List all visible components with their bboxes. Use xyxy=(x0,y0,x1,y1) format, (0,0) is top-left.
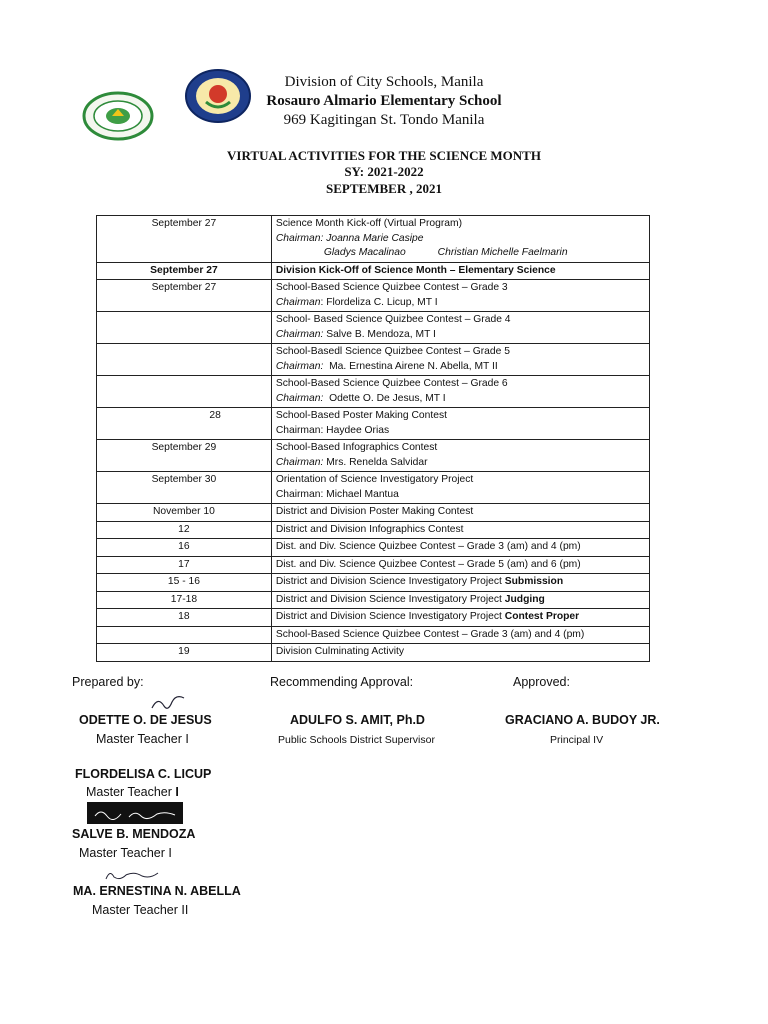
activity-cell: Division Kick-Off of Science Month – Elementary Science xyxy=(271,262,649,280)
prepared-by-label: Prepared by: xyxy=(72,675,144,689)
chairman-line: Chairman: Salve B. Mendoza, MT I xyxy=(275,328,436,340)
chairman-line: Chairman: Michael Mantua xyxy=(275,488,399,500)
date-cell: September 29 xyxy=(97,440,272,472)
date-cell: September 27 xyxy=(97,262,272,280)
division-name: Division of City Schools, Manila xyxy=(284,74,484,90)
signatory-position: Public Schools District Supervisor xyxy=(278,734,435,746)
date-cell: 28 xyxy=(97,408,272,440)
date-cell: 18 xyxy=(97,609,272,627)
date-cell: 15 - 16 xyxy=(97,574,272,592)
signatory-name: SALVE B. MENDOZA xyxy=(72,827,196,841)
table-row xyxy=(97,521,650,539)
activity-cell: District and Division Science Investigatory Project Judging xyxy=(271,591,649,609)
school-year: SY: 2021-2022 xyxy=(344,164,424,179)
school-seal-logo xyxy=(82,91,154,141)
signatory-name: ADULFO S. AMIT, Ph.D xyxy=(290,713,425,727)
chairman-line: Chairman: Ma. Ernestina Airene N. Abella, MT II xyxy=(275,360,498,372)
table-row xyxy=(97,344,650,376)
activity-cell xyxy=(271,280,649,312)
activity-cell: Dist. and Div. Science Quizbee Contest – Grade 3 (am) and 4 (pm) xyxy=(271,539,649,557)
signatory-name: MA. ERNESTINA N. ABELLA xyxy=(73,884,241,898)
date-cell: November 10 xyxy=(97,504,272,522)
recommending-approval-label: Recommending Approval: xyxy=(270,675,414,689)
school-address: 969 Kagitingan St. Tondo Manila xyxy=(283,112,485,128)
table-row xyxy=(97,609,650,627)
activity-cell: District and Division Science Investigatory Project Submission xyxy=(271,574,649,592)
signatory-position: Master Teacher I xyxy=(96,732,189,746)
chairman-line: Chairman: Haydee Orias xyxy=(275,424,390,436)
table-row xyxy=(97,312,650,344)
activity-schedule-table xyxy=(96,215,650,662)
table-row xyxy=(97,376,650,408)
signatory-position: Principal IV xyxy=(550,734,604,746)
table-row xyxy=(97,591,650,609)
signatory-position: Master Teacher II xyxy=(92,903,189,917)
school-name: Rosauro Almario Elementary School xyxy=(266,93,502,109)
date-cell: 17-18 xyxy=(97,591,272,609)
activity-text: School-Based Science Quizbee Contest – Grade 6 xyxy=(275,378,508,389)
activity-text: School-Based Science Quizbee Contest – Grade 3 xyxy=(275,282,508,293)
month-label: SEPTEMBER , 2021 xyxy=(326,181,442,196)
table-row xyxy=(97,280,650,312)
activity-cell: District and Division Science Investigatory Project Contest Proper xyxy=(271,609,649,627)
chairman-line: Chairman: Joanna Marie Casipe xyxy=(275,232,424,244)
approved-label: Approved: xyxy=(513,675,570,689)
activity-cell xyxy=(271,472,649,504)
signature-image xyxy=(87,802,183,824)
co-chairman-line: Gladys Macalinao Christian Michelle Faelmarin xyxy=(323,247,568,258)
date-cell: 17 xyxy=(97,556,272,574)
table-row xyxy=(97,472,650,504)
table-row xyxy=(97,408,650,440)
date-cell: September 27 xyxy=(97,216,272,263)
date-cell xyxy=(97,312,272,344)
signatory-position: Master Teacher I xyxy=(86,785,179,799)
date-cell: 19 xyxy=(97,644,272,662)
activity-text: Orientation of Science Investigatory Project xyxy=(275,474,474,485)
activity-cell: Dist. and Div. Science Quizbee Contest – Grade 5 (am) and 6 (pm) xyxy=(271,556,649,574)
table-row xyxy=(97,440,650,472)
document-title: VIRTUAL ACTIVITIES FOR THE SCIENCE MONTH xyxy=(227,148,541,163)
date-cell xyxy=(97,376,272,408)
chairman-line: Chairman: Mrs. Renelda Salvidar xyxy=(275,456,428,468)
activity-cell xyxy=(271,408,649,440)
activity-cell xyxy=(271,376,649,408)
date-cell xyxy=(97,344,272,376)
activity-text: School-Based Poster Making Contest xyxy=(275,410,447,421)
activity-text: Science Month Kick-off (Virtual Program) xyxy=(275,218,463,229)
activity-cell: Division Culminating Activity xyxy=(271,644,649,662)
table-row xyxy=(97,539,650,557)
date-cell: September 30 xyxy=(97,472,272,504)
signatory-name: FLORDELISA C. LICUP xyxy=(75,767,212,781)
signatory-name: ODETTE O. DE JESUS xyxy=(79,713,212,727)
activity-cell: School-Based Science Quizbee Contest – Grade 3 (am) and 4 (pm) xyxy=(271,626,649,644)
date-cell: September 27 xyxy=(97,280,272,312)
signature-scribble xyxy=(104,867,160,883)
table-row xyxy=(97,262,650,280)
table-row xyxy=(97,644,650,662)
signature-scribble xyxy=(150,692,186,714)
signatory-name: GRACIANO A. BUDOY JR. xyxy=(505,713,660,727)
activity-cell xyxy=(271,344,649,376)
activity-text: School-Based Infographics Contest xyxy=(275,442,438,453)
chairman-line: Chairman: Odette O. De Jesus, MT I xyxy=(275,392,446,404)
table-row xyxy=(97,556,650,574)
activity-cell xyxy=(271,216,649,263)
table-row xyxy=(97,504,650,522)
activity-cell xyxy=(271,312,649,344)
activity-text: School- Based Science Quizbee Contest – Grade 4 xyxy=(275,314,511,325)
activity-cell: District and Division Poster Making Contest xyxy=(271,504,649,522)
date-cell xyxy=(97,626,272,644)
activity-cell xyxy=(271,440,649,472)
signatory-position: Master Teacher I xyxy=(79,846,172,860)
activity-cell: District and Division Infographics Contest xyxy=(271,521,649,539)
chairman-line: Chairman: Flordeliza C. Licup, MT I xyxy=(275,296,438,308)
table-row xyxy=(97,626,650,644)
date-cell: 16 xyxy=(97,539,272,557)
activity-text: School-Basedl Science Quizbee Contest – Grade 5 xyxy=(275,346,510,357)
table-row xyxy=(97,216,650,263)
date-cell: 12 xyxy=(97,521,272,539)
table-row xyxy=(97,574,650,592)
